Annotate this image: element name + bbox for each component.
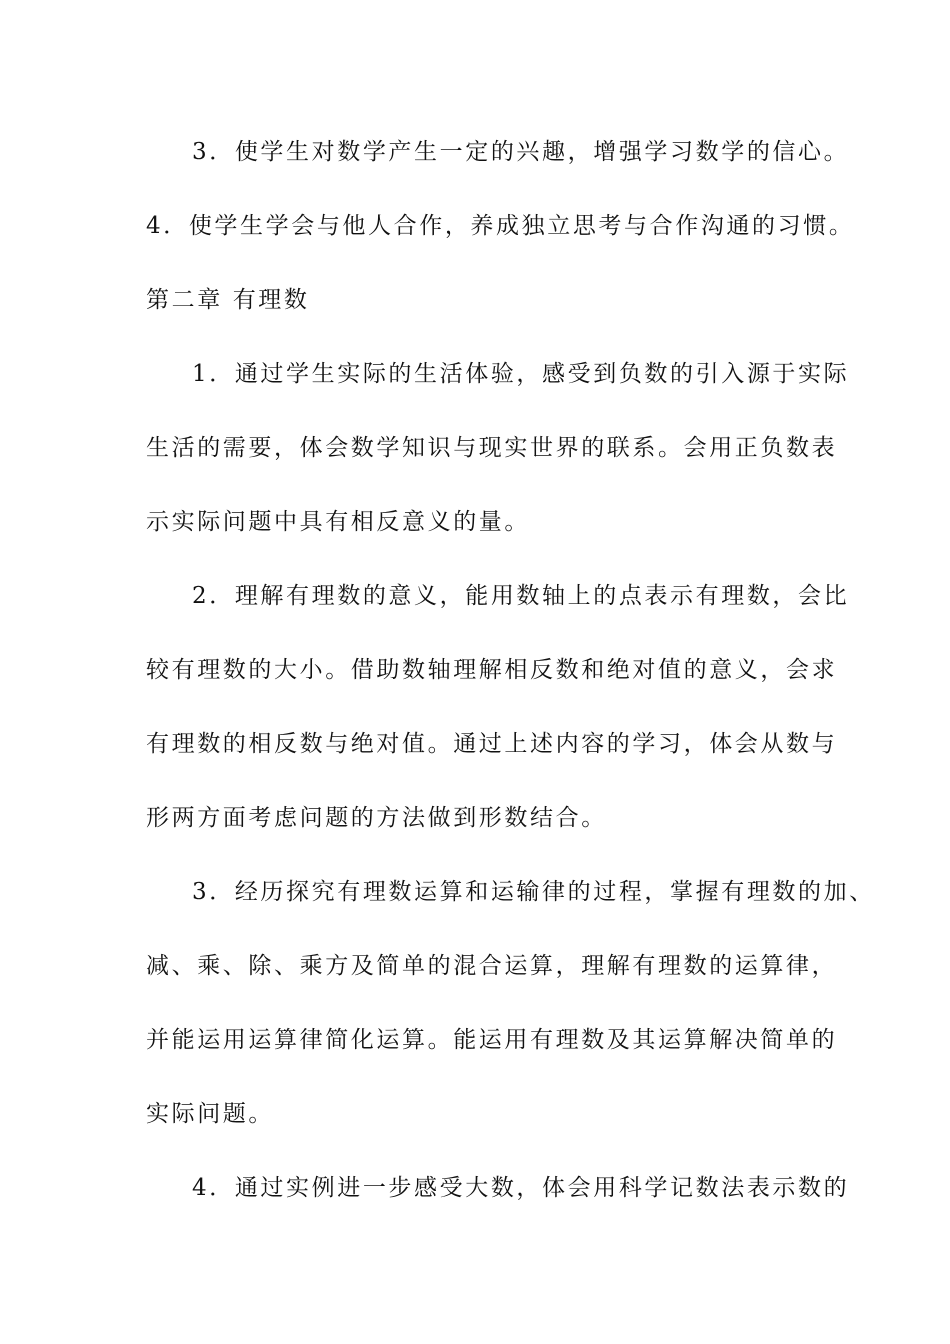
ch2-item-1-line-3: 示实际问题中具有相反意义的量。: [146, 509, 530, 535]
ch2-item-3-line-4: 实际问题。: [146, 1101, 274, 1127]
ch2-item-2-line-2: 较有理数的大小。借助数轴理解相反数和绝对值的意义，会求: [146, 657, 838, 683]
ch2-item-3-line-1: 3．经历探究有理数运算和运输律的过程，掌握有理数的加、: [192, 879, 875, 905]
ch2-item-3-line-3: 并能运用运算律简化运算。能运用有理数及其运算解决简单的: [146, 1027, 838, 1053]
objective-3-line: 3．使学生对数学产生一定的兴趣，增强学习数学的信心。: [192, 139, 850, 165]
ch2-item-2-line-1: 2．理解有理数的意义，能用数轴上的点表示有理数，会比: [192, 583, 850, 609]
ch2-item-1-line-2: 生活的需要，体会数学知识与现实世界的联系。会用正负数表: [146, 435, 838, 461]
ch2-item-4-line-1: 4．通过实例进一步感受大数，体会用科学记数法表示数的: [192, 1175, 850, 1201]
ch2-item-2-line-4: 形两方面考虑问题的方法做到形数结合。: [146, 805, 607, 831]
chapter-heading: 第二章 有理数: [146, 287, 310, 313]
ch2-item-1-line-1: 1．通过学生实际的生活体验，感受到负数的引入源于实际: [192, 361, 850, 387]
objective-4-line: 4．使学生学会与他人合作，养成独立思考与合作沟通的习惯。: [146, 213, 855, 239]
ch2-item-2-line-3: 有理数的相反数与绝对值。通过上述内容的学习，体会从数与: [146, 731, 838, 757]
ch2-item-3-line-2: 减、乘、除、乘方及简单的混合运算，理解有理数的运算律，: [146, 953, 838, 979]
